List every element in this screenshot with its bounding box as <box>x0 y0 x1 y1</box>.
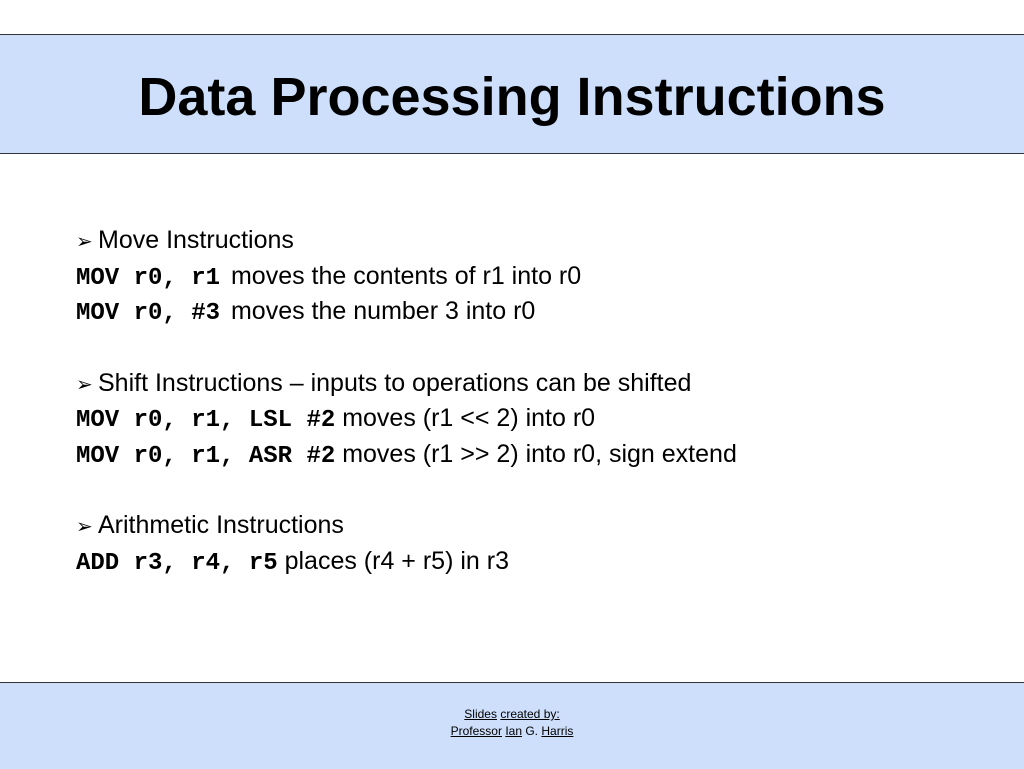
slides-link[interactable]: Slides <box>464 707 497 721</box>
instruction-description: moves (r1 << 2) into r0 <box>342 404 596 432</box>
instruction-line <box>76 438 976 474</box>
arrow-bullet-icon: ➢ <box>76 373 93 396</box>
section-arithmetic <box>76 509 976 580</box>
instruction-code: MOV r0, #3 <box>76 300 221 327</box>
heading-text: Shift Instructions – inputs to operations can be shifted <box>98 368 692 397</box>
ian-link[interactable]: Ian <box>505 724 523 738</box>
instruction-description: moves the number 3 into r0 <box>224 297 536 325</box>
credit-line-2 <box>0 723 1024 740</box>
created-by-link[interactable]: created by: <box>500 707 560 721</box>
arrow-bullet-icon: ➢ <box>76 516 93 538</box>
middle-initial: G. <box>522 724 542 738</box>
section-shift <box>76 367 976 474</box>
heading-text: Arithmetic Instructions <box>98 511 344 539</box>
professor-link[interactable]: Professor <box>450 724 502 738</box>
instruction-code: MOV r0, r1 <box>76 264 221 292</box>
instruction-description: moves (r1 >> 2) into r0, sign extend <box>342 439 737 468</box>
instruction-line <box>76 295 976 331</box>
instruction-description: places (r4 + r5) in r3 <box>284 546 509 575</box>
heading-text: Move Instructions <box>98 226 294 254</box>
credit-line-1 <box>0 706 1024 723</box>
instruction-code: MOV r0, r1, LSL #2 <box>76 407 336 434</box>
section-move <box>76 224 976 331</box>
section-heading <box>76 224 976 260</box>
section-heading <box>76 367 976 403</box>
slide-title: Data Processing Instructions <box>138 67 886 127</box>
instruction-code: ADD r3, r4, r5 <box>76 549 278 577</box>
section-heading <box>76 509 976 545</box>
instruction-code: MOV r0, r1, ASR #2 <box>76 442 336 470</box>
instruction-description: moves the contents of r1 into r0 <box>224 261 582 290</box>
instruction-line <box>76 545 976 581</box>
instruction-line <box>76 260 976 296</box>
harris-link[interactable]: Harris <box>541 724 574 738</box>
arrow-bullet-icon: ➢ <box>76 231 93 253</box>
instruction-line <box>76 402 976 438</box>
slide-content <box>76 224 976 616</box>
footer-credit <box>0 706 1024 740</box>
